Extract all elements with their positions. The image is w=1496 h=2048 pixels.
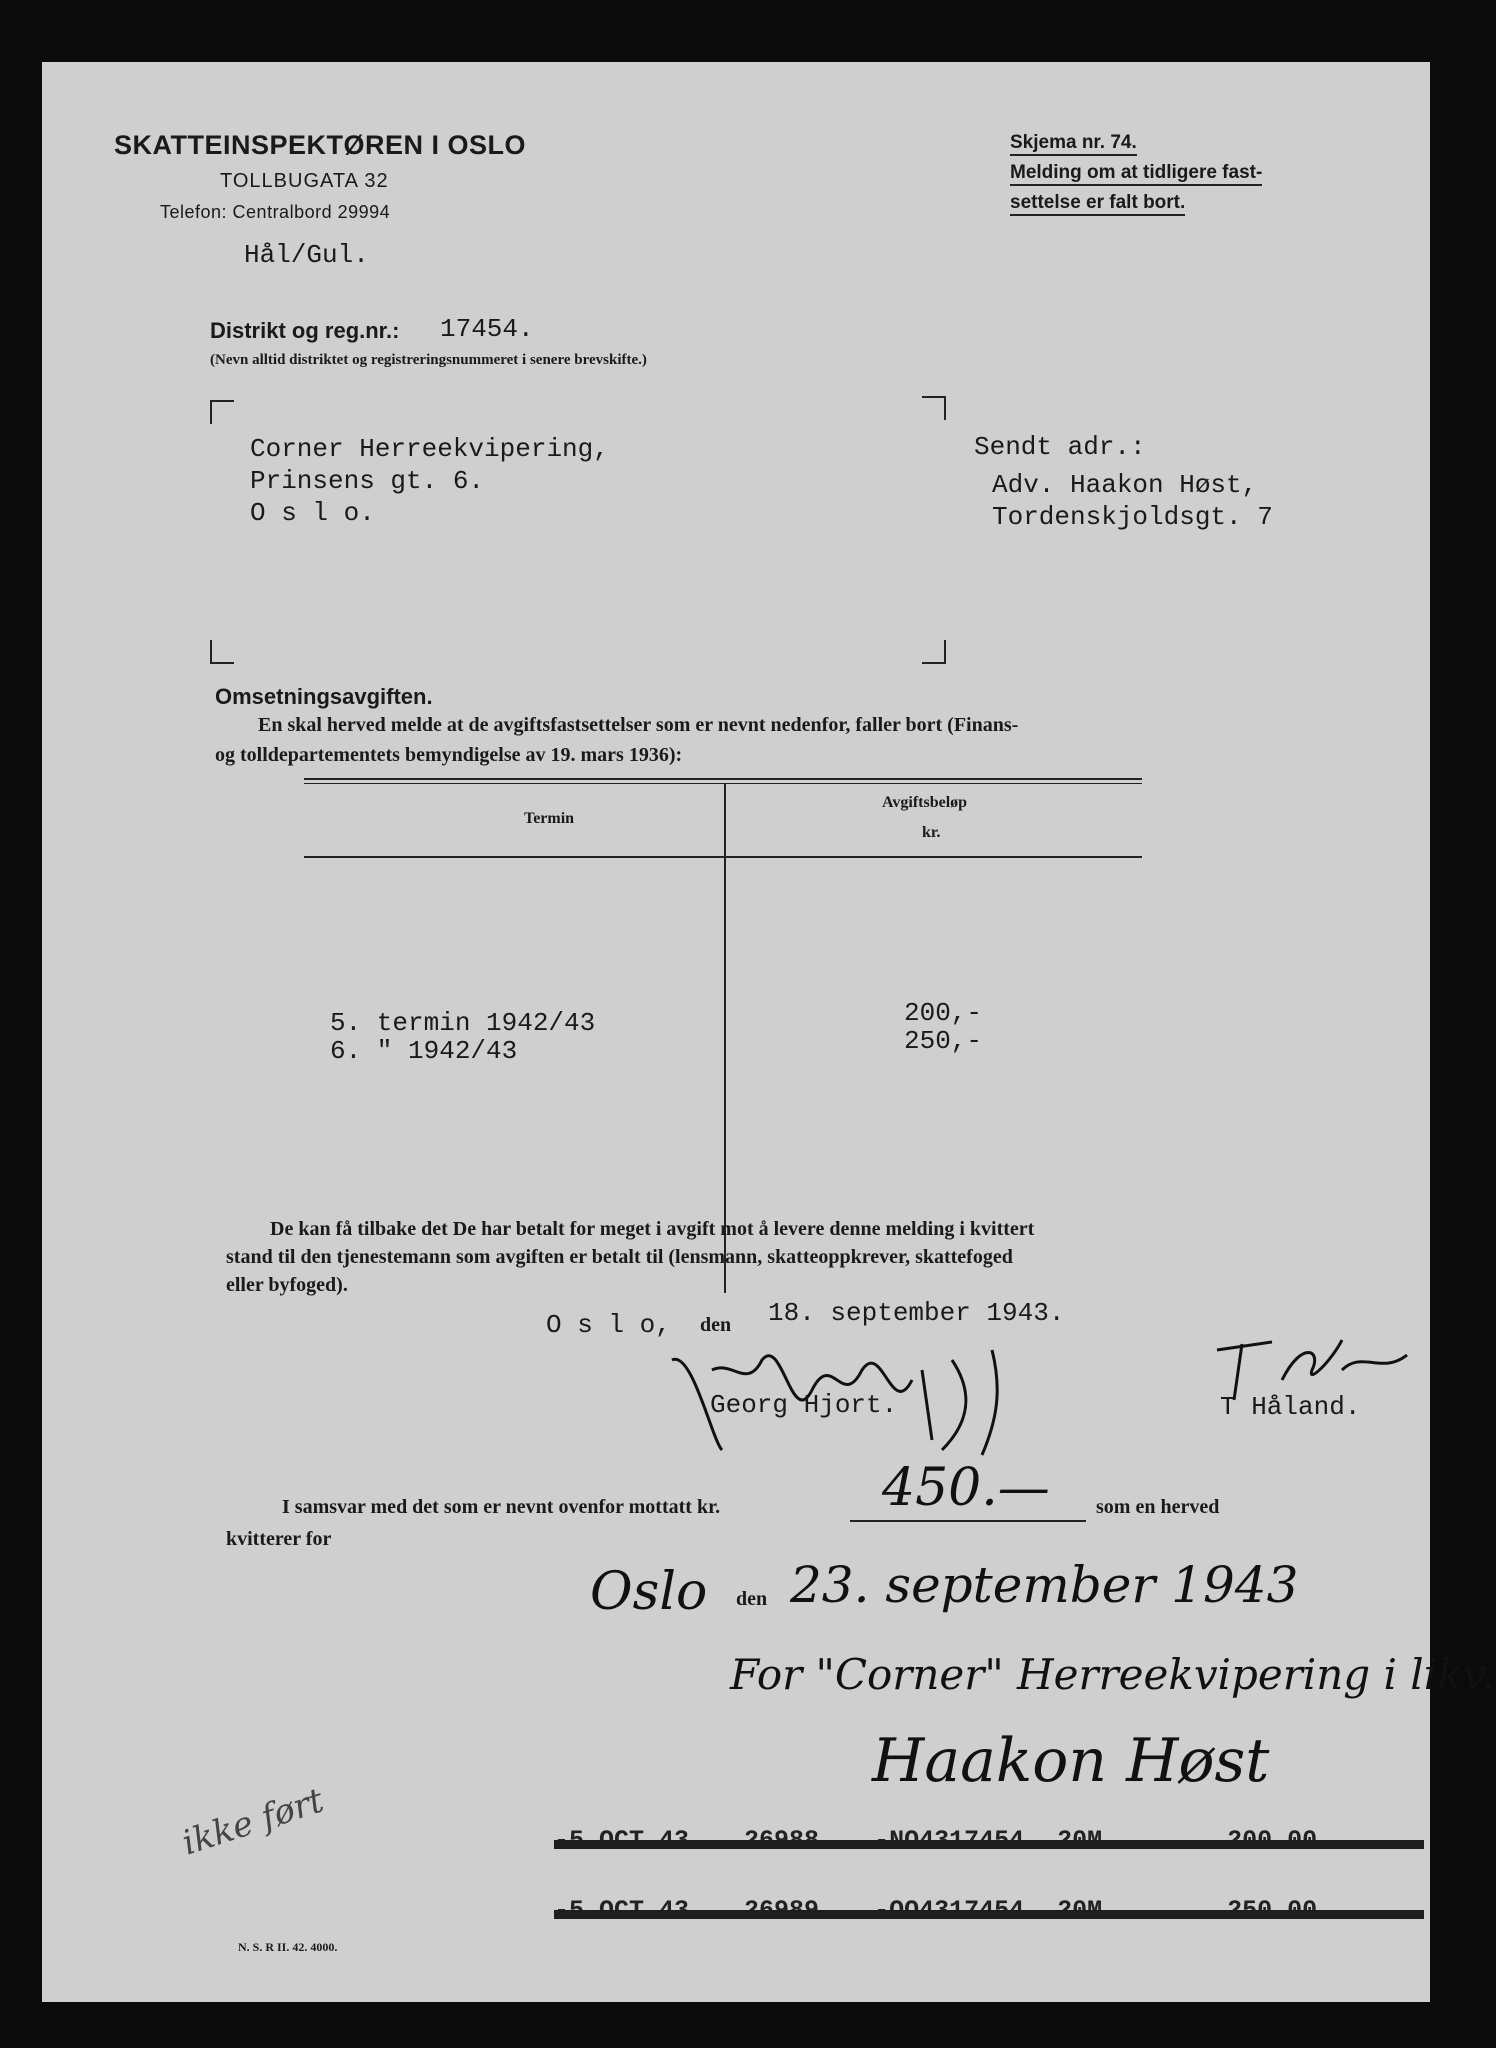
sent-to-street: Tordenskjoldsgt. 7 (992, 502, 1273, 532)
sent-to-name: Adv. Haakon Høst, (992, 470, 1258, 500)
district-note: (Nevn alltid distriktet og registreringsnummeret i senere brevskifte.) (210, 352, 647, 368)
office-name: SKATTEINSPEKTØREN I OSLO (114, 130, 527, 160)
handwritten-den: den (736, 1588, 768, 1610)
signature-right-name: T Håland. (1220, 1392, 1361, 1422)
stamp-strike-2 (554, 1910, 1424, 1919)
receipt-prefix: I samsvar med det som er nevnt ovenfor mottatt kr. (282, 1496, 721, 1518)
schema-title-2 (1010, 192, 1185, 214)
schema-line-2: Melding om at tidligere fast- (1010, 162, 1262, 186)
window-corner-tl (210, 400, 234, 424)
section-text-2: og tolldepartementets bemyndigelse av 19. mars 1936): (215, 744, 683, 766)
table-amount: 250,- (904, 1026, 983, 1056)
district-number: 17454. (440, 314, 534, 344)
document-page (42, 62, 1495, 2002)
table-header-rule (304, 856, 1142, 858)
office-address: TOLLBUGATA 32 (220, 170, 389, 192)
window-corner-bl (210, 640, 234, 664)
col-header-kr: kr. (922, 824, 941, 841)
dateline-city: O s l o, (546, 1310, 671, 1340)
handwritten-city: Oslo (590, 1562, 708, 1622)
district-label: Distrikt og reg.nr.: (210, 318, 400, 343)
receipt-amount: 450.— (882, 1458, 1050, 1518)
receipt-amount-line (850, 1520, 1086, 1522)
signature-left-scrawl (652, 1330, 1042, 1460)
margin-note: ikke ført (177, 1780, 329, 1864)
schema-line-3: settelse er falt bort. (1010, 192, 1185, 216)
dateline-den: den (700, 1314, 732, 1336)
section-title: Omsetningsavgiften. (215, 684, 433, 709)
schema-number (1010, 132, 1137, 154)
handwritten-date: 23. september 1943 (790, 1556, 1299, 1614)
refund-text-2: stand til den tjenestemann som avgiften er betalt til (lensmann, skatteoppkrever, skattefoged (226, 1246, 1013, 1268)
receipt-suffix: som en herved (1096, 1496, 1220, 1518)
office-phone: Telefon: Centralbord 29994 (160, 202, 391, 222)
table-row: 5. termin 1942/43 (330, 1008, 596, 1038)
stamp-strike-1 (554, 1840, 1424, 1849)
section-text-1: En skal herved melde at de avgiftsfastsettelser som er nevnt nedenfor, faller bort (Finans- (258, 714, 1019, 736)
signature-left-name: Georg Hjort. (710, 1390, 898, 1420)
refund-text-1: De kan få tilbake det De har betalt for meget i avgift mot å levere denne melding i kvittert (270, 1218, 1035, 1240)
table-column-divider (724, 783, 726, 1293)
schema-line-1: Skjema nr. 74. (1010, 132, 1137, 156)
schema-title-1 (1010, 162, 1262, 184)
table-top-rule (304, 778, 1142, 780)
refund-text-3: eller byfoged). (226, 1274, 348, 1296)
recipient-city: O s l o. (250, 498, 375, 528)
window-corner-tr (922, 396, 946, 420)
handwritten-for-line: For "Corner" Herreekvipering i likv. (730, 1650, 1495, 1699)
recipient-name: Corner Herreekvipering, (250, 434, 609, 464)
table-top-rule-2 (304, 783, 1142, 784)
handwritten-signature: Haakon Høst (872, 1726, 1270, 1796)
sent-to-label: Sendt adr.: (974, 432, 1146, 462)
signature-right-scrawl (1212, 1330, 1412, 1410)
table-row: 6. " 1942/43 (330, 1036, 518, 1066)
window-corner-br (922, 640, 946, 664)
col-header-amount: Avgiftsbeløp (882, 794, 968, 811)
col-header-termin: Termin (524, 810, 575, 827)
table-amount: 200,- (904, 998, 983, 1028)
recipient-street: Prinsens gt. 6. (250, 466, 485, 496)
print-code: N. S. R II. 42. 4000. (238, 1940, 338, 1954)
dateline-date: 18. september 1943. (768, 1298, 1065, 1328)
reference-code: Hål/Gul. (244, 240, 369, 270)
receipt-line-2: kvitterer for (226, 1528, 332, 1550)
